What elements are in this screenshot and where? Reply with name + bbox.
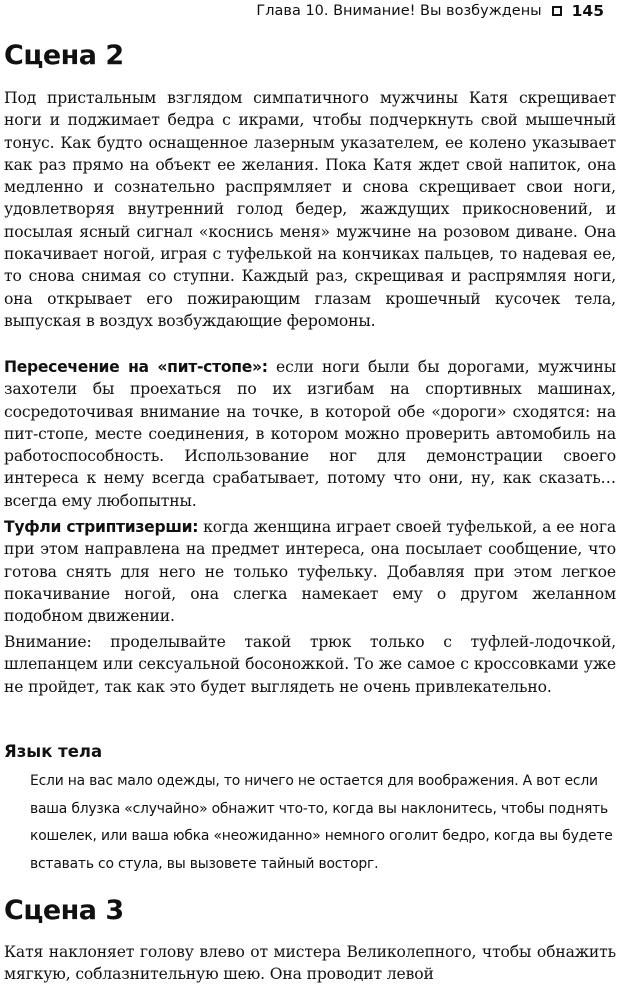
- page-number: 145: [571, 2, 604, 20]
- scene-2-title: Сцена 2: [4, 40, 124, 71]
- chapter-title: Глава 10. Внимание! Вы возбуждены: [256, 3, 542, 19]
- scene-3-paragraph-1: Катя наклоняет голову влево от мистера Великолепного, чтобы обнажить мягкую, соблазнительную шею. Она проводит левой: [4, 943, 616, 984]
- scene-2-paragraph-3: [4, 516, 616, 627]
- term-stripper-shoes-text: когда женщина играет своей туфелькой, а ее нога при этом направлена на предмет интереса, она посылает сообщение, что готова снять для него не только туфельку. Добавляя при этом легкое покачивание ногой, она слегка намекает ему о другом желанном подобном движении.: [4, 518, 617, 626]
- checkbox-icon: [552, 6, 562, 16]
- scene-2-paragraph-4: Внимание: проделывайте такой трюк только с туфлей-лодочкой, шлепанцем или сексуальной босоножкой. То же самое с кроссовками уже не пройдет, так как это будет выглядеть не очень привлекательно.: [4, 633, 616, 696]
- term-pit-stop: Пересечение на «пит-стопе»:: [4, 358, 268, 376]
- scene-2-paragraph-1: Под пристальным взглядом симпатичного мужчины Катя скрещивает ноги и поджимает бедра с икрами, чтобы подчеркнуть свой мышечный тонус. Как будто оснащенное лазерным указателем, ее колено указывает как раз прямо на объект ее желания. Пока Катя ждет свой напиток, она медленно и сознательно распрямляет и снова скрещивает свои ноги, удовлетворяя внутренний голод бедер, жаждущих прикосновений, и посылая ясный сигнал «коснись меня» мужчине на розовом диване. Она покачивает ногой, играя с туфелькой на кончиках пальцев, то надевая ее, то снова снимая со ступни. Каждый раз, скрещивая и распрямляя ноги, она открывает его пожирающим глазам крошечный кусочек тела, выпуская в воздух возбуждающие феромоны.: [4, 89, 616, 330]
- scene-3-title: Сцена 3: [4, 895, 124, 926]
- scene-2-paragraph-2: [4, 356, 616, 512]
- term-pit-stop-text: если ноги были бы дорогами, мужчины захотели бы проехаться по их изгибам на спортивных машинах, сосредоточивая внимание на точке, в которой обе «дороги» сходятся: на пит-стопе, месте соединения, в котором можно проверить автомобиль на работоспособность. Использование ног для демонстрации своего интереса к нему всегда срабатывает, потому что они, ну, как сказать… всегда ему любопытны.: [4, 358, 616, 510]
- term-stripper-shoes: Туфли стриптизерши:: [4, 518, 199, 536]
- sidebar-text: Если на вас мало одежды, то ничего не остается для воображения. А вот если ваша блузка «случайно» обнажит что-то, когда вы наклонитесь, чтобы поднять кошелек, или ваша юбка «неожиданно» немного оголит бедро, когда вы будете вставать со стула, вы вызовете тайный восторг.: [30, 773, 613, 872]
- sidebar-title: Язык тела: [4, 742, 103, 761]
- running-header: [256, 2, 604, 20]
